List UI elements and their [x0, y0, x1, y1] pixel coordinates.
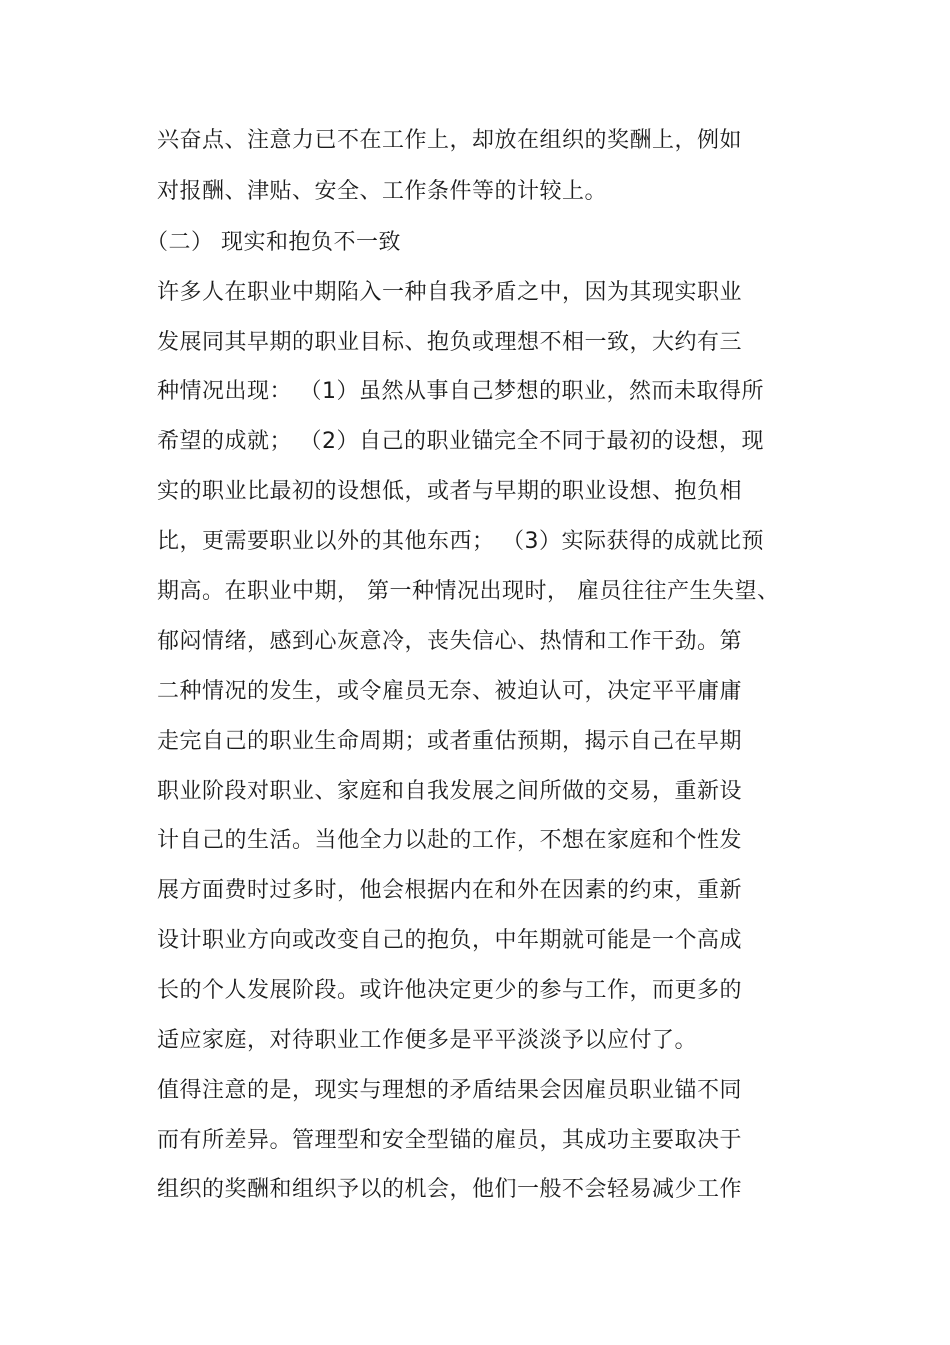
text-line: 种情况出现： （1）虽然从事自己梦想的职业，然而未取得所 [157, 379, 764, 404]
text-line: 长的个人发展阶段。或许他决定更少的参与工作，而更多的 [157, 978, 743, 1003]
text-line: 适应家庭，对待职业工作便多是平平淡淡予以应付了。 [157, 1028, 698, 1053]
text-line: 对报酬、津贴、安全、工作条件等的计较上。 [157, 179, 608, 204]
section-heading: （二） 现实和抱负不一致 [146, 230, 401, 255]
text-line: 发展同其早期的职业目标、抱负或理想不相一致，大约有三 [157, 330, 743, 355]
text-line: 二种情况的发生，或令雇员无奈、被迫认可，决定平平庸庸 [157, 679, 743, 704]
text-line: 兴奋点、注意力已不在工作上，却放在组织的奖酬上，例如 [157, 128, 743, 153]
text-line: 计自己的生活。当他全力以赴的工作，不想在家庭和个性发 [157, 828, 743, 853]
text-line: 比，更需要职业以外的其他东西； （3）实际获得的成就比预 [157, 529, 764, 554]
text-line: 值得注意的是，现实与理想的矛盾结果会因雇员职业锚不同 [157, 1078, 743, 1103]
text-line: 走完自己的职业生命周期；或者重估预期，揭示自己在早期 [157, 729, 743, 754]
text-line: 职业阶段对职业、家庭和自我发展之间所做的交易，重新设 [157, 779, 743, 804]
text-line: 组织的奖酬和组织予以的机会，他们一般不会轻易减少工作 [157, 1177, 743, 1202]
text-line: 展方面费时过多时，他会根据内在和外在因素的约束，重新 [157, 878, 743, 903]
text-line: 实的职业比最初的设想低，或者与早期的职业设想、抱负相 [157, 479, 743, 504]
text-line: 期高。在职业中期， 第一种情况出现时， 雇员往往产生失望、 [157, 579, 780, 604]
text-line: 设计职业方向或改变自己的抱负，中年期就可能是一个高成 [157, 928, 743, 953]
text-line: 而有所差异。管理型和安全型锚的雇员，其成功主要取决于 [157, 1128, 743, 1153]
text-line: 郁闷情绪，感到心灰意冷，丧失信心、热情和工作干劲。第 [157, 629, 743, 654]
text-line: 希望的成就； （2）自己的职业锚完全不同于最初的设想，现 [157, 429, 764, 454]
text-line: 许多人在职业中期陷入一种自我矛盾之中，因为其现实职业 [157, 280, 743, 305]
